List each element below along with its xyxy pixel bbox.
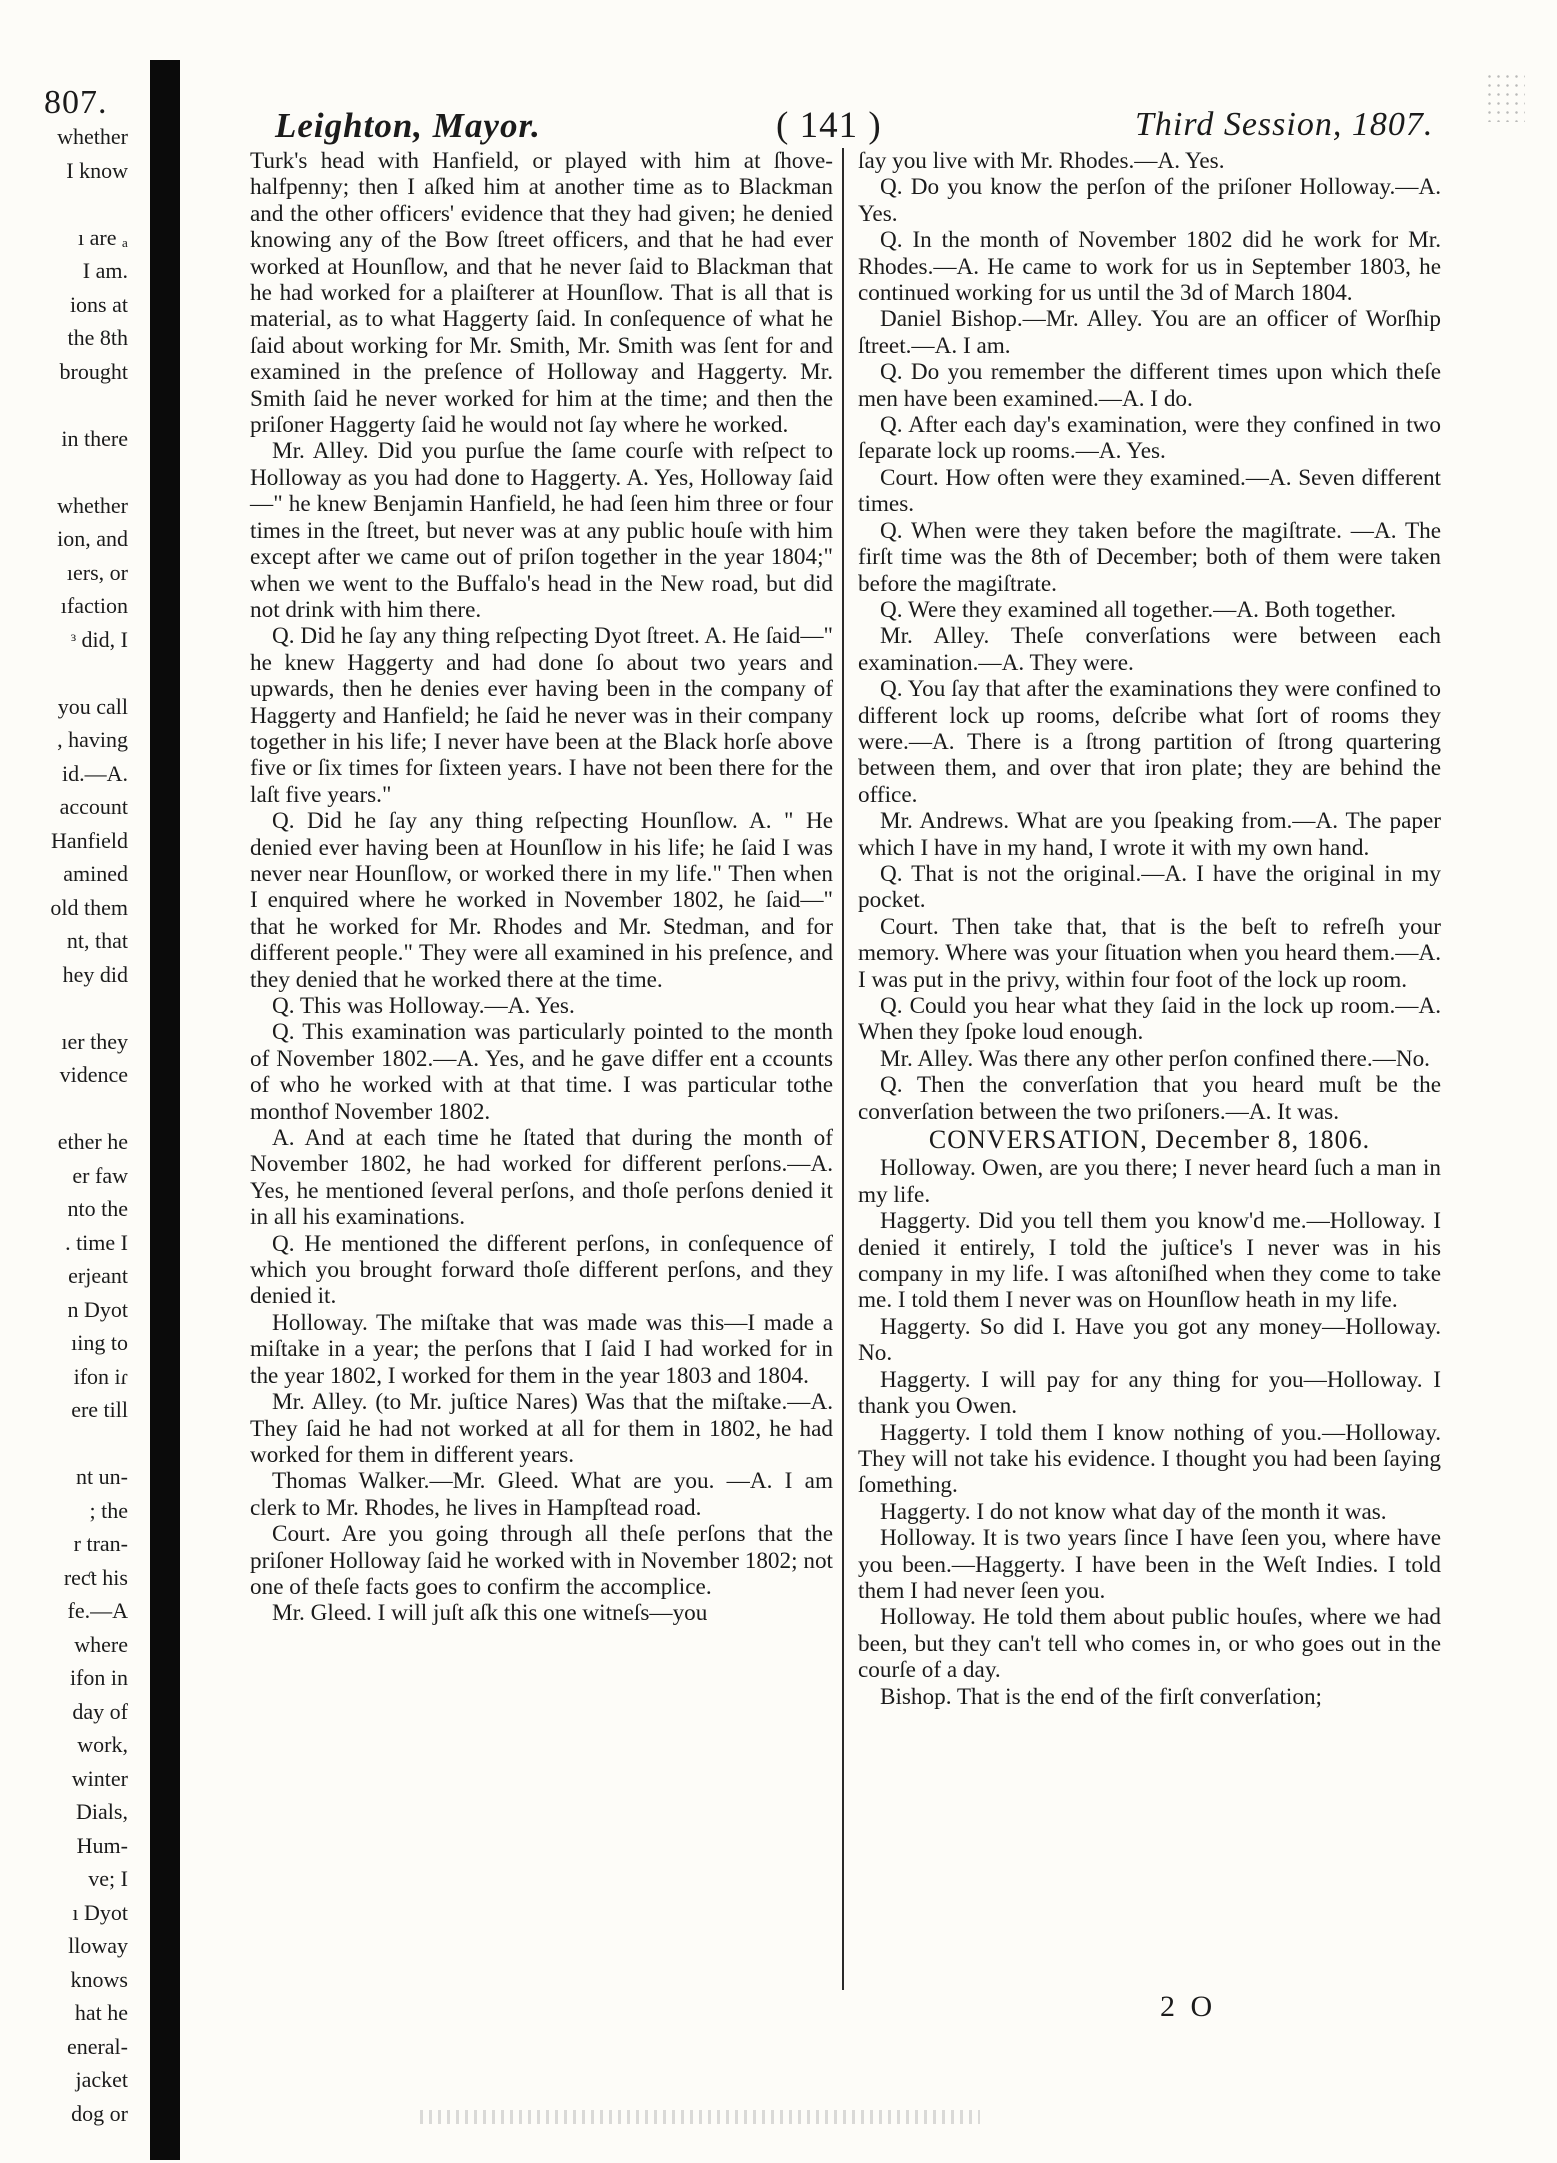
paragraph: Haggerty. Did you tell them you know'd me.—Holloway. I denied it entirely, I told the juſtice's I never was in his company in my life. I was aſtoniſhed when they come to take me. I told them I never was on Hounſlow heath in my life. <box>858 1208 1441 1314</box>
margin-fragment: ıers, or <box>66 559 128 585</box>
margin-fragment: vidence <box>59 1062 128 1087</box>
margin-fragment: ı Dyot <box>72 1899 128 1925</box>
paragraph: Thomas Walker.—Mr. Gleed. What are you. —A. I am clerk to Mr. Rhodes, he lives in Hampſtead road. <box>250 1468 833 1521</box>
signature-mark: 2 O <box>1160 1990 1217 2023</box>
paragraph: Q. Could you hear what they ſaid in the lock up room.—A. When they ſpoke loud enough. <box>858 993 1441 1046</box>
paragraph: Holloway. He told them about public houſes, where we had been, but they can't tell who comes in, or who goes out in the courſe of a day. <box>858 1604 1441 1684</box>
margin-fragment: ᵌ did, I <box>70 626 128 652</box>
paragraph: Daniel Bishop.—Mr. Alley. You are an officer of Worſhip ſtreet.—A. I am. <box>858 306 1441 359</box>
offset-smudge <box>420 2110 980 2124</box>
margin-fragment: ion, and <box>57 526 128 551</box>
page-number: ( 141 ) <box>776 105 882 146</box>
margin-fragment: knows <box>70 1966 128 1992</box>
margin-fragment: r tran- <box>73 1531 128 1556</box>
paragraph: Q. Do you remember the different times upon which theſe men have been examined.—A. I do. <box>858 359 1441 412</box>
paragraph: Court. Then take that, that is the beſt to refreſh your memory. Where was your ſituation when you heard them.—A. I was put in the privy, within four foot of the lock up room. <box>858 913 1441 993</box>
margin-fragment: work, <box>77 1732 128 1757</box>
running-header <box>0 100 1557 150</box>
margin-fragment <box>10 656 128 690</box>
margin-fragment: ere till <box>71 1397 128 1422</box>
margin-fragment: ıing to <box>71 1330 128 1355</box>
margin-fragment: nto the <box>67 1196 128 1221</box>
margin-fragment: in there <box>61 425 128 451</box>
text-column-left <box>250 148 833 1627</box>
margin-fragment: where <box>74 1631 128 1657</box>
paragraph: Q. Then the converſation that you heard muſt be the converſation between the two priſoners.—A. It was. <box>858 1072 1441 1125</box>
margin-fragment: brought <box>59 358 128 384</box>
margin-fragment <box>10 1427 128 1461</box>
margin-fragment: erjeant <box>68 1263 128 1288</box>
margin-fragment: lloway <box>68 1933 128 1958</box>
margin-fragment: ıer they <box>61 1028 128 1054</box>
paragraph: Holloway. It is two years ſince I have ſeen you, where have you been.—Haggerty. I have been in the Weſt Indies. I told them I had never ſeen you. <box>858 1525 1441 1604</box>
margin-fragment: , having <box>57 727 128 752</box>
paragraph: Q. After each day's examination, were they confined in two ſeparate lock up rooms.—A. Yes. <box>858 412 1441 465</box>
paragraph: Mr. Alley. Theſe converſations were between each examination.—A. They were. <box>858 623 1441 676</box>
margin-fragment: jacket <box>75 2067 128 2092</box>
margin-fragment: . time I <box>65 1229 128 1255</box>
paragraph: Mr. Alley. Did you purſue the ſame courſe with reſpect to Holloway as you had done to Haggerty. A. Yes, Holloway ſaid—" he knew Benjamin Hanfield, he had ſeen him three or four times in the ſtreet, but never was at any public houſe with him except after we came out of priſon together in the year 1804;" when we went to the Buffalo's head in the New road, but did not drink with him there. <box>250 438 833 623</box>
margin-fragment: whether <box>57 124 128 149</box>
previous-page-margin <box>10 84 128 2130</box>
paragraph: Holloway. Owen, are you there; I never heard ſuch a man in my life. <box>858 1155 1441 1208</box>
margin-fragment: winter <box>71 1765 128 1791</box>
column-divider <box>842 148 844 1990</box>
margin-fragment: id.—A. <box>62 760 128 786</box>
paragraph: Q. That is not the original.—A. I have the original in my pocket. <box>858 860 1441 914</box>
paragraph: Q. Do you know the perſon of the priſoner Holloway.—A. Yes. <box>858 174 1441 227</box>
paragraph: Mr. Gleed. I will juſt aſk this one witneſs—you <box>272 1600 708 1627</box>
paragraph: Haggerty. I told them I know nothing of you.—Holloway. They will not take his evidence. I thought you had been ſaying ſomething. <box>858 1419 1441 1499</box>
paragraph: Turk's head with Hanfield, or played with him at ſhove-halfpenny; then I aſked him at another time as to Blackman and the other officers' evidence that they had given; he denied knowing any of the Bow ſtreet officers, and that he had ever worked at Hounſlow, and that he never ſaid to Blackman that he had worked for a plaiſterer at Hounſlow. That is all that is material, as to what Haggerty ſaid. In conſequence of what he ſaid about working for Mr. Smith, Mr. Smith was ſent for and examined in the preſence of Holloway and Haggerty. Mr. Smith ſaid he never worked for him at the time; and then the priſoner Haggerty ſaid he would not ſay where he worked. <box>250 148 833 439</box>
margin-fragment: ifon iɾ <box>73 1363 128 1389</box>
margin-fragment: Hanfield <box>51 827 128 853</box>
paragraph: Court. How often were they examined.—A. Seven different times. <box>858 464 1441 518</box>
margin-fragment <box>10 991 128 1025</box>
text-column-right <box>858 148 1441 1710</box>
margin-fragment: eneral- <box>66 2033 128 2059</box>
paragraph: Q. He mentioned the different perſons, in conſequence of which you brought forward thoſe different perſons, and they denied it. <box>250 1230 833 1310</box>
paragraph: Holloway. The miſtake that was made was this—I made a miſtake in a year; the perſons that I ſaid I had worked for in the year 1802, I worked for them in the year 1803 and 1804. <box>250 1309 833 1389</box>
paragraph: Q. Were they examined all together.—A. Both together. <box>880 596 1397 623</box>
margin-fragment: I am. <box>82 258 128 283</box>
conversation-heading: CONVERSATION, December 8, 1806. <box>928 1125 1371 1155</box>
margin-fragment: old them <box>50 894 128 920</box>
margin-fragment: ; the <box>89 1497 128 1523</box>
margin-fragment: amined <box>63 861 128 886</box>
previous-page-folio: 807. <box>44 84 108 121</box>
margin-fragment: n Dyot <box>67 1296 128 1322</box>
paragraph: Haggerty. So did I. Have you got any money—Holloway. No. <box>858 1313 1441 1367</box>
paragraph: ſay you live with Mr. Rhodes.—A. Yes. <box>858 148 1225 174</box>
margin-fragment: ı are ₐ <box>78 224 128 250</box>
paragraph: Haggerty. I will pay for any thing for you—Holloway. I thank you Owen. <box>858 1366 1441 1420</box>
paragraph: Mr. Alley. (to Mr. juſtice Nares) Was that the miſtake.—A. They ſaid he had not worked at all for them in 1802, he had worked for them in different years. <box>250 1389 833 1468</box>
header-session: Third Session, 1807. <box>1135 106 1434 143</box>
margin-fragment: ve; I <box>88 1866 128 1891</box>
margin-fragment: I know <box>66 157 128 183</box>
margin-fragment: you call <box>57 693 128 719</box>
paragraph: Q. Did he ſay any thing reſpecting Dyot ſtreet. A. He ſaid—" he knew Haggerty and had done ſo about two years and upwards, then he denies ever having been in the company of Haggerty and Hanfield; he ſaid he never was in their company together in his life; I never have been at the Black horſe above five or ſix times for ſixteen years. I have not been there for the laſt five years." <box>250 623 833 808</box>
paragraph: Mr. Alley. Was there any other perſon confined there.—No. <box>880 1045 1430 1072</box>
margin-fragment: ifon in <box>69 1665 128 1690</box>
margin-fragment <box>10 187 128 221</box>
margin-fragment <box>10 1092 128 1126</box>
margin-fragment: reƈt his <box>63 1564 128 1590</box>
paragraph: Q. Did he ſay any thing reſpecting Hounſlow. A. " He denied ever having been at Hounſlow in his life; he ſaid I was never near Hounſlow, or worked there in my life." Then when I enquired where he worked in November 1802, he ſaid—" that he worked for Mr. Rhodes and Mr. Stedman, and for different people." They were all examined in his preſence, and they denied that he worked there at the time. <box>250 808 833 993</box>
margin-fragment: account <box>59 794 128 819</box>
paragraph: Q. In the month of November 1802 did he work for Mr. Rhodes.—A. He came to work for us in September 1803, he continued working for us until the 3d of March 1804. <box>858 227 1441 307</box>
margin-fragment: fe.—A <box>67 1598 128 1623</box>
margin-fragment: Dials, <box>76 1799 128 1824</box>
margin-fragment: ıfaction <box>60 593 128 618</box>
paragraph: Q. When were they taken before the magiſtrate. —A. The firſt time was the 8th of December; both of them were taken before the magiſtrate. <box>858 517 1441 597</box>
margin-fragment: whether <box>57 492 128 518</box>
paragraph: Q. This examination was particularly pointed to the month of November 1802.—A. Yes, and he gave differ ent a ccounts of who he worked with at that time. I was particular tothe monthof November 1802. <box>250 1019 833 1125</box>
margin-fragment: ether he <box>57 1129 128 1154</box>
paragraph: Haggerty. I do not know what day of the month it was. <box>880 1498 1387 1525</box>
paragraph: Q. This was Holloway.—A. Yes. <box>272 993 575 1019</box>
margin-fragment: nt un- <box>76 1464 128 1489</box>
margin-fragment: hey did <box>62 961 128 987</box>
margin-fragment: nt, that <box>66 928 128 953</box>
margin-fragment: Hum- <box>76 1832 128 1858</box>
header-mayor: Leighton, Mayor. <box>275 106 541 145</box>
paragraph: Court. Are you going through all theſe perſons that the priſoner Holloway ſaid he worked with in November 1802; not one of theſe facts goes to confirm the accomplice. <box>250 1521 833 1600</box>
margin-fragment: hat he <box>74 2000 128 2025</box>
paragraph: Bishop. That is the end of the firſt converſation; <box>880 1683 1322 1710</box>
paragraph: A. And at each time he ſtated that during the month of November 1802, he had worked for different perſons.—A. Yes, he mentioned ſeveral perſons, and thoſe perſons denied it in all his examinations. <box>250 1125 833 1231</box>
margin-fragment: day of <box>72 1698 128 1724</box>
margin-fragment: er faw <box>72 1162 128 1188</box>
paragraph: Q. You ſay that after the examinations they were confined to different lock up rooms, deſcribe what ſort of rooms they were.—A. There is a ſtrong partition of ſtrong quartering between them, and over that iron plate; they are behind the office. <box>858 676 1441 808</box>
binding-gutter <box>150 60 180 2160</box>
margin-fragment: dog or <box>71 2100 128 2126</box>
margin-fragment <box>10 388 128 422</box>
margin-fragment <box>10 455 128 489</box>
margin-fragment: ions at <box>69 291 128 317</box>
paragraph: Mr. Andrews. What are you ſpeaking from.—A. The paper which I have in my hand, I wrote it with my own hand. <box>858 808 1441 861</box>
margin-fragment: the 8th <box>67 325 128 350</box>
